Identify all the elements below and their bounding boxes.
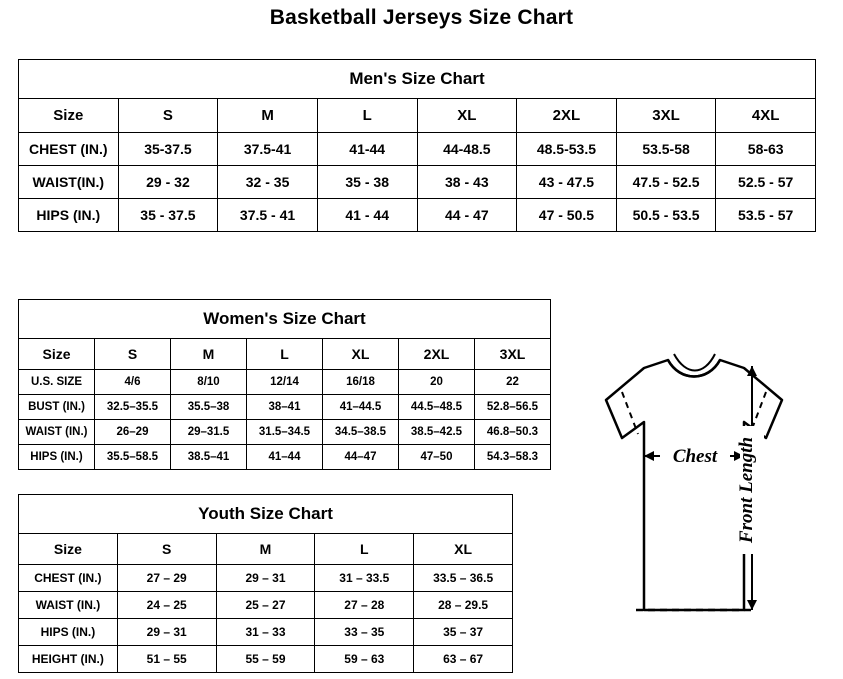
cell: 22 — [475, 370, 551, 395]
cell: 38.5–41 — [171, 445, 247, 470]
cell: 51 – 55 — [117, 646, 216, 673]
table-row — [19, 646, 513, 673]
cell: 33.5 – 36.5 — [414, 565, 513, 592]
column-header-s: S — [117, 534, 216, 565]
front-length-arrow-bottom — [747, 600, 757, 610]
cell: 35.5–38 — [171, 395, 247, 420]
column-header-s: S — [118, 99, 218, 133]
mens-chart-caption: Men's Size Chart — [19, 60, 816, 99]
cell: 26–29 — [95, 420, 171, 445]
mens-size-chart-table — [18, 59, 816, 232]
cell: 52.5 - 57 — [716, 166, 816, 199]
cell: 29 - 32 — [118, 166, 218, 199]
row-label: BUST (IN.) — [19, 395, 95, 420]
cell: 38–41 — [247, 395, 323, 420]
cell: 50.5 - 53.5 — [616, 199, 716, 232]
cell: 31 – 33 — [216, 619, 315, 646]
column-header-size: Size — [19, 534, 118, 565]
womens-chart-caption: Women's Size Chart — [19, 300, 551, 339]
cell: 20 — [399, 370, 475, 395]
cell: 33 – 35 — [315, 619, 414, 646]
table-row — [19, 619, 513, 646]
cell: 41–44.5 — [323, 395, 399, 420]
cell: 47 - 50.5 — [517, 199, 617, 232]
cell: 29 – 31 — [216, 565, 315, 592]
column-header-2xl: 2XL — [517, 99, 617, 133]
cell: 12/14 — [247, 370, 323, 395]
cell: 44.5–48.5 — [399, 395, 475, 420]
cell: 44-48.5 — [417, 133, 517, 166]
column-header-xl: XL — [323, 339, 399, 370]
column-header-2xl: 2XL — [399, 339, 475, 370]
womens-size-chart-table — [18, 299, 551, 470]
cell: 43 - 47.5 — [517, 166, 617, 199]
row-label: HIPS (IN.) — [19, 445, 95, 470]
table-header-band-row — [19, 60, 816, 99]
column-header-l: L — [317, 99, 417, 133]
table-column-header-row — [19, 534, 513, 565]
cell: 47.5 - 52.5 — [616, 166, 716, 199]
cell: 27 – 28 — [315, 592, 414, 619]
cell: 38.5–42.5 — [399, 420, 475, 445]
cell: 35 - 38 — [317, 166, 417, 199]
table-row — [19, 370, 551, 395]
table-header-band-row — [19, 495, 513, 534]
cell: 35.5–58.5 — [95, 445, 171, 470]
cell: 48.5-53.5 — [517, 133, 617, 166]
cell: 53.5 - 57 — [716, 199, 816, 232]
row-label: HEIGHT (IN.) — [19, 646, 118, 673]
column-header-l: L — [247, 339, 323, 370]
cell: 38 - 43 — [417, 166, 517, 199]
table-row — [19, 565, 513, 592]
row-label: HIPS (IN.) — [19, 619, 118, 646]
column-header-m: M — [216, 534, 315, 565]
column-header-3xl: 3XL — [475, 339, 551, 370]
column-header-xl: XL — [414, 534, 513, 565]
cell: 41-44 — [317, 133, 417, 166]
cell: 28 – 29.5 — [414, 592, 513, 619]
cell: 35-37.5 — [118, 133, 218, 166]
cell: 41 - 44 — [317, 199, 417, 232]
table-column-header-row — [19, 99, 816, 133]
column-header-3xl: 3XL — [616, 99, 716, 133]
cell: 24 – 25 — [117, 592, 216, 619]
column-header-4xl: 4XL — [716, 99, 816, 133]
cell: 32 - 35 — [218, 166, 318, 199]
cell: 44–47 — [323, 445, 399, 470]
row-label: WAIST (IN.) — [19, 592, 118, 619]
table-row — [19, 166, 816, 199]
chest-label: Chest — [672, 446, 718, 467]
table-row — [19, 445, 551, 470]
row-label: U.S. SIZE — [19, 370, 95, 395]
column-header-m: M — [218, 99, 318, 133]
cell: 4/6 — [95, 370, 171, 395]
cell: 31 – 33.5 — [315, 565, 414, 592]
youth-chart-caption: Youth Size Chart — [19, 495, 513, 534]
jersey-measurement-diagram — [548, 338, 838, 668]
jersey-outline-icon — [548, 338, 838, 668]
cell: 37.5-41 — [218, 133, 318, 166]
jersey-collar-inner — [674, 354, 715, 371]
cell: 53.5-58 — [616, 133, 716, 166]
cell: 41–44 — [247, 445, 323, 470]
cell: 44 - 47 — [417, 199, 517, 232]
row-label: WAIST(IN.) — [19, 166, 119, 199]
table-row — [19, 199, 816, 232]
cell: 63 – 67 — [414, 646, 513, 673]
page-title: Basketball Jerseys Size Chart — [269, 6, 574, 29]
cell: 37.5 - 41 — [218, 199, 318, 232]
cell: 29–31.5 — [171, 420, 247, 445]
table-row — [19, 395, 551, 420]
cell: 35 – 37 — [414, 619, 513, 646]
column-header-l: L — [315, 534, 414, 565]
row-label: HIPS (IN.) — [19, 199, 119, 232]
cell: 47–50 — [399, 445, 475, 470]
row-label: WAIST (IN.) — [19, 420, 95, 445]
column-header-size: Size — [19, 339, 95, 370]
column-header-s: S — [95, 339, 171, 370]
row-label: CHEST (IN.) — [19, 565, 118, 592]
cell: 31.5–34.5 — [247, 420, 323, 445]
cell: 32.5–35.5 — [95, 395, 171, 420]
cell: 34.5–38.5 — [323, 420, 399, 445]
cell: 35 - 37.5 — [118, 199, 218, 232]
cell: 27 – 29 — [117, 565, 216, 592]
cell: 55 – 59 — [216, 646, 315, 673]
column-header-size: Size — [19, 99, 119, 133]
table-column-header-row — [19, 339, 551, 370]
cell: 54.3–58.3 — [475, 445, 551, 470]
cell: 46.8–50.3 — [475, 420, 551, 445]
column-header-xl: XL — [417, 99, 517, 133]
column-header-m: M — [171, 339, 247, 370]
front-length-label: Front Length — [736, 436, 757, 544]
cell: 8/10 — [171, 370, 247, 395]
cell: 52.8–56.5 — [475, 395, 551, 420]
cell: 29 – 31 — [117, 619, 216, 646]
table-header-band-row — [19, 300, 551, 339]
table-row — [19, 420, 551, 445]
cell: 58-63 — [716, 133, 816, 166]
cell: 25 – 27 — [216, 592, 315, 619]
table-row — [19, 133, 816, 166]
table-row — [19, 592, 513, 619]
cell: 59 – 63 — [315, 646, 414, 673]
row-label: CHEST (IN.) — [19, 133, 119, 166]
youth-size-chart-table — [18, 494, 513, 673]
cell: 16/18 — [323, 370, 399, 395]
